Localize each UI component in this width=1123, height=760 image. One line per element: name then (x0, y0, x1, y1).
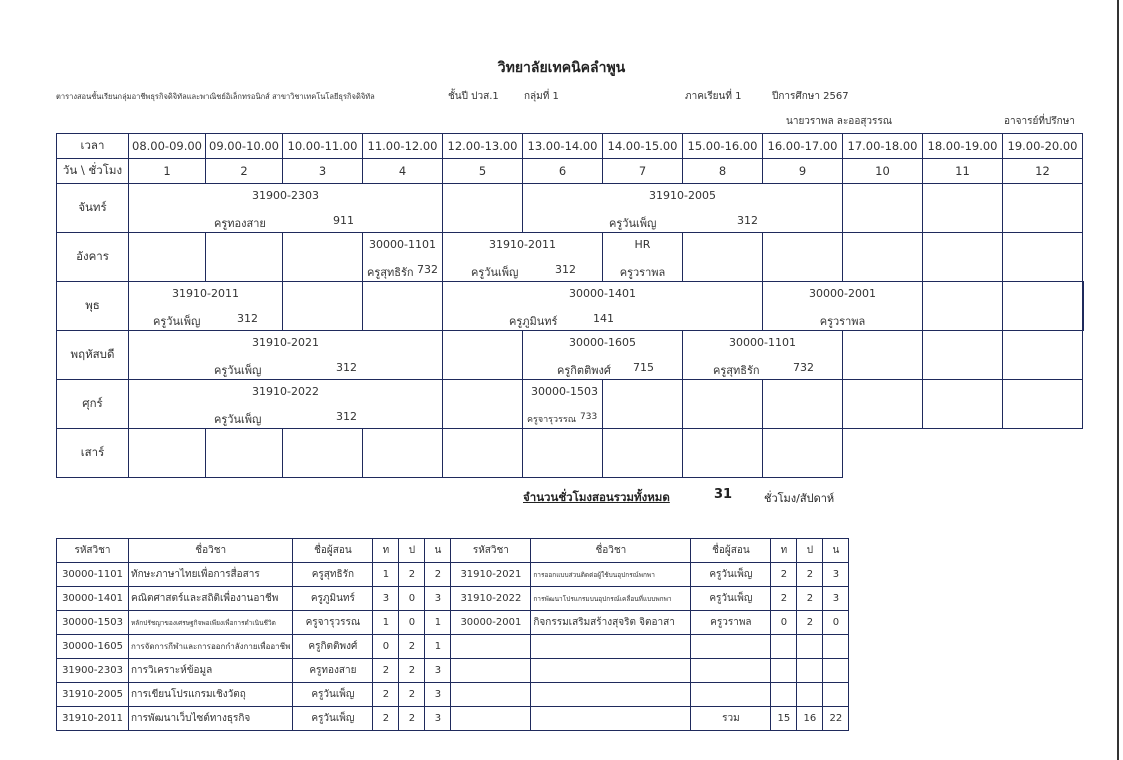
subject-code: 30000-1401 (57, 587, 129, 611)
subject-credit: 1 (425, 635, 451, 659)
class-block (443, 282, 763, 331)
subject-row (57, 683, 849, 707)
subject-teacher: ครูภูมินทร์ (293, 587, 373, 611)
subject-practice: 2 (797, 611, 823, 635)
day-row-monday (57, 184, 1084, 233)
empty-slot (1003, 233, 1083, 282)
subject-teacher: ครูวันเพ็ญ (293, 683, 373, 707)
empty-cell (797, 635, 823, 659)
class-level: ชั้นปี ปวส.1 (448, 91, 499, 102)
period-number: 11 (923, 159, 1003, 184)
course-code: 31900-2303 (252, 189, 319, 202)
subject-row (57, 563, 849, 587)
unused-area (843, 429, 923, 478)
subject-row (57, 587, 849, 611)
unused-area (923, 429, 1003, 478)
empty-slot (443, 429, 523, 478)
empty-slot (843, 380, 923, 429)
empty-slot (603, 380, 683, 429)
empty-slot (363, 429, 443, 478)
class-block (129, 331, 443, 380)
empty-slot (763, 233, 843, 282)
course-code: 31910-2005 (649, 189, 716, 202)
subject-name: การจัดการกีฬาและการออกกำลังกายเพื่ออาชีพ (129, 635, 293, 659)
total-hours-label: จำนวนชั่วโมงสอนรวมทั้งหมด (523, 490, 670, 504)
subject-teacher: ครูวันเพ็ญ (293, 707, 373, 731)
sum-practice: 16 (797, 707, 823, 731)
subject-code: 31900-2303 (57, 659, 129, 683)
empty-slot (129, 429, 206, 478)
subject-code: 30000-1605 (57, 635, 129, 659)
time-slot: 09.00-10.00 (206, 134, 283, 159)
day-name: พุธ (57, 282, 129, 331)
period-number: 9 (763, 159, 843, 184)
course-code: 31910-2022 (252, 385, 319, 398)
course-code: 31910-2011 (172, 287, 239, 300)
teacher-name: ครูกิตติพงศ์ (557, 364, 611, 377)
header-code: รหัสวิชา (57, 539, 129, 563)
subject-credit: 3 (823, 587, 849, 611)
subject-credit: 3 (425, 587, 451, 611)
period-number: 12 (1003, 159, 1083, 184)
subject-theory: 0 (771, 611, 797, 635)
class-block (129, 184, 443, 233)
class-block (763, 282, 923, 331)
subject-name: การเขียนโปรแกรมเชิงวัตถุ (129, 683, 293, 707)
class-block (603, 233, 683, 282)
room-number: 312 (737, 214, 758, 227)
subject-theory: 1 (373, 611, 399, 635)
time-slot: 11.00-12.00 (363, 134, 443, 159)
subject-practice: 0 (399, 611, 425, 635)
empty-cell (797, 659, 823, 683)
empty-slot (923, 184, 1003, 233)
time-slot: 16.00-17.00 (763, 134, 843, 159)
day-row-thursday (57, 331, 1084, 380)
subject-row (57, 707, 849, 731)
room-number: 312 (555, 263, 576, 276)
empty-slot (206, 429, 283, 478)
subject-name: การพัฒนาเว็บไซต์ทางธุรกิจ (129, 707, 293, 731)
empty-slot (1003, 380, 1083, 429)
header-theory: ท (771, 539, 797, 563)
period-number: 4 (363, 159, 443, 184)
teacher-name: ครูวันเพ็ญ (214, 413, 262, 426)
subject-practice: 2 (399, 635, 425, 659)
empty-slot (843, 331, 923, 380)
subject-code: 31910-2021 (451, 563, 531, 587)
teacher-name: ครูสุทธิรัก (713, 364, 760, 377)
empty-cell (823, 659, 849, 683)
period-number: 7 (603, 159, 683, 184)
subject-teacher: ครูสุทธิรัก (293, 563, 373, 587)
subject-theory: 2 (373, 707, 399, 731)
time-label: เวลา (57, 134, 129, 159)
subject-teacher: ครูวันเพ็ญ (691, 587, 771, 611)
period-number: 2 (206, 159, 283, 184)
room-number: 732 (793, 361, 814, 374)
header-credit: น (425, 539, 451, 563)
empty-cell (451, 659, 531, 683)
empty-cell (531, 707, 691, 731)
period-header-row (57, 159, 1084, 184)
course-code: HR (634, 238, 651, 251)
empty-cell (531, 635, 691, 659)
subject-code: 31910-2022 (451, 587, 531, 611)
empty-slot (283, 429, 363, 478)
semester: ภาคเรียนที่ 1 (685, 91, 742, 102)
period-number: 1 (129, 159, 206, 184)
sum-credit: 22 (823, 707, 849, 731)
subject-name: การออกแบบส่วนติดต่อผู้ใช้บนอุปกรณ์พกพา (531, 563, 691, 587)
empty-slot (923, 331, 1003, 380)
subject-practice: 2 (797, 587, 823, 611)
page-right-edge (1117, 0, 1119, 760)
academic-year: ปีการศึกษา 2567 (772, 91, 849, 102)
time-slot: 18.00-19.00 (923, 134, 1003, 159)
subject-theory: 3 (373, 587, 399, 611)
header-credit: น (823, 539, 849, 563)
empty-slot (443, 380, 523, 429)
program-description: ตารางสอนชั้นเรียนกลุ่มอาชีพธุรกิจดิจิทัลและพาณิชย์อิเล็กทรอนิกส์ สาขาวิชาเทคโนโลยีธุรกิจดิจิทัล (56, 92, 375, 101)
header-name: ชื่อวิชา (129, 539, 293, 563)
teacher-name: ครูวราพล (619, 266, 666, 279)
page-title: วิทยาลัยเทคนิคลำพูน (497, 60, 626, 76)
room-number: 715 (633, 361, 654, 374)
empty-slot (1003, 184, 1083, 233)
period-number: 10 (843, 159, 923, 184)
teacher-name: ครูวันเพ็ญ (609, 217, 657, 230)
subject-code: 31910-2011 (57, 707, 129, 731)
subject-teacher: ครูทองสาย (293, 659, 373, 683)
room-number: 312 (336, 361, 357, 374)
period-number: 8 (683, 159, 763, 184)
course-code: 30000-1401 (569, 287, 636, 300)
period-number: 6 (523, 159, 603, 184)
empty-slot (683, 233, 763, 282)
subject-code: 30000-1101 (57, 563, 129, 587)
empty-slot (843, 184, 923, 233)
course-code: 30000-1101 (729, 336, 796, 349)
room-number: 911 (333, 214, 354, 227)
course-code: 30000-2001 (809, 287, 876, 300)
group-number: กลุ่มที่ 1 (524, 91, 559, 102)
subject-credit: 3 (425, 683, 451, 707)
empty-slot (1003, 331, 1083, 380)
subject-theory: 2 (771, 587, 797, 611)
timetable (56, 133, 1084, 478)
subject-credit: 1 (425, 611, 451, 635)
header-practice: ป (399, 539, 425, 563)
day-name: พฤหัสบดี (57, 331, 129, 380)
day-row-saturday (57, 429, 1084, 478)
time-slot: 13.00-14.00 (523, 134, 603, 159)
subject-header-row (57, 539, 849, 563)
empty-slot (763, 429, 843, 478)
empty-slot (206, 233, 283, 282)
empty-slot (283, 282, 363, 331)
teacher-name: ครูจารุวรรณ (527, 415, 577, 425)
subject-name: คณิตศาสตร์และสถิติเพื่องานอาชีพ (129, 587, 293, 611)
subject-row (57, 635, 849, 659)
subject-credit: 0 (823, 611, 849, 635)
room-number: 312 (336, 410, 357, 423)
subject-practice: 2 (399, 707, 425, 731)
empty-slot (1083, 282, 1084, 331)
subject-credit: 2 (425, 563, 451, 587)
empty-cell (531, 683, 691, 707)
time-header-row (57, 134, 1084, 159)
empty-slot (523, 429, 603, 478)
teacher-name: ครูวันเพ็ญ (214, 364, 262, 377)
empty-cell (691, 659, 771, 683)
time-slot: 17.00-18.00 (843, 134, 923, 159)
empty-cell (451, 683, 531, 707)
empty-cell (823, 635, 849, 659)
subject-list-table (56, 538, 849, 731)
class-block (683, 331, 843, 380)
empty-slot (923, 282, 1003, 331)
day-name: จันทร์ (57, 184, 129, 233)
room-number: 312 (237, 312, 258, 325)
subject-row (57, 611, 849, 635)
empty-cell (451, 635, 531, 659)
subject-practice: 2 (399, 659, 425, 683)
empty-cell (771, 635, 797, 659)
subject-code: 30000-2001 (451, 611, 531, 635)
time-slot: 15.00-16.00 (683, 134, 763, 159)
class-block (523, 380, 603, 429)
sum-label: รวม (691, 707, 771, 731)
period-number: 5 (443, 159, 523, 184)
subject-practice: 2 (399, 563, 425, 587)
course-code: 30000-1605 (569, 336, 636, 349)
subject-name: ทักษะภาษาไทยเพื่อการสื่อสาร (129, 563, 293, 587)
subject-practice: 2 (797, 563, 823, 587)
empty-slot (683, 380, 763, 429)
sum-theory: 15 (771, 707, 797, 731)
empty-cell (823, 683, 849, 707)
teacher-name: ครูภูมินทร์ (509, 315, 558, 328)
empty-slot (923, 380, 1003, 429)
subject-theory: 0 (373, 635, 399, 659)
empty-slot (283, 233, 363, 282)
subject-credit: 3 (425, 707, 451, 731)
class-block (363, 233, 443, 282)
unused-area (1003, 429, 1083, 478)
empty-slot (923, 233, 1003, 282)
subject-teacher: ครูกิตติพงศ์ (293, 635, 373, 659)
empty-cell (691, 683, 771, 707)
header-practice: ป (797, 539, 823, 563)
empty-slot (129, 233, 206, 282)
day-name: อังคาร (57, 233, 129, 282)
room-number: 732 (417, 263, 438, 276)
empty-slot (1003, 282, 1083, 331)
time-slot: 12.00-13.00 (443, 134, 523, 159)
empty-cell (797, 683, 823, 707)
empty-slot (843, 233, 923, 282)
teacher-name: ครูสุทธิรัก (367, 266, 414, 279)
empty-cell (771, 683, 797, 707)
subject-credit: 3 (823, 563, 849, 587)
subject-name: การพัฒนาโปรแกรมบนอุปกรณ์เคลื่อนที่แบบพกพา (531, 587, 691, 611)
class-block (523, 331, 683, 380)
subject-name: หลักปรัชญาของเศรษฐกิจพอเพียงเพื่อการดำเนินชีวิต (129, 611, 293, 635)
empty-cell (451, 707, 531, 731)
teacher-name: ครูวันเพ็ญ (471, 266, 519, 279)
subject-teacher: ครูจารุวรรณ (293, 611, 373, 635)
day-name: ศุกร์ (57, 380, 129, 429)
subject-theory: 1 (373, 563, 399, 587)
teacher-name: ครูวันเพ็ญ (153, 315, 201, 328)
time-slot: 19.00-20.00 (1003, 134, 1083, 159)
course-code: 30000-1101 (369, 238, 436, 251)
total-hours-value: 31 (714, 487, 733, 502)
empty-cell (771, 659, 797, 683)
subject-row (57, 659, 849, 683)
header-name: ชื่อวิชา (531, 539, 691, 563)
day-row-wednesday (57, 282, 1084, 331)
advisor-role: อาจารย์ที่ปรึกษา (1004, 116, 1075, 127)
subject-teacher: ครูวันเพ็ญ (691, 563, 771, 587)
class-block (443, 233, 603, 282)
period-number: 3 (283, 159, 363, 184)
subject-theory: 2 (771, 563, 797, 587)
advisor-name: นายวราพล ละออสุวรรณ (786, 116, 893, 127)
subject-credit: 3 (425, 659, 451, 683)
empty-cell (691, 635, 771, 659)
empty-slot (363, 282, 443, 331)
time-slot: 14.00-15.00 (603, 134, 683, 159)
course-code: 31910-2011 (489, 238, 556, 251)
time-slot: 08.00-09.00 (129, 134, 206, 159)
course-code: 31910-2021 (252, 336, 319, 349)
subject-teacher: ครูวราพล (691, 611, 771, 635)
empty-slot (763, 380, 843, 429)
subject-code: 31910-2005 (57, 683, 129, 707)
header-teacher: ชื่อผู้สอน (691, 539, 771, 563)
subject-theory: 2 (373, 659, 399, 683)
subject-code: 30000-1503 (57, 611, 129, 635)
empty-slot (443, 184, 523, 233)
room-number: 733 (580, 412, 598, 422)
subject-practice: 2 (399, 683, 425, 707)
course-code: 30000-1503 (531, 385, 598, 398)
empty-cell (531, 659, 691, 683)
subject-theory: 2 (373, 683, 399, 707)
empty-slot (443, 331, 523, 380)
empty-slot (603, 429, 683, 478)
subject-name: กิจกรรมเสริมสร้างสุจริต จิตอาสา (531, 611, 691, 635)
class-block (523, 184, 843, 233)
class-block (129, 380, 443, 429)
teacher-name: ครูวราพล (819, 315, 866, 328)
day-name: เสาร์ (57, 429, 129, 478)
header-code: รหัสวิชา (451, 539, 531, 563)
time-slot: 10.00-11.00 (283, 134, 363, 159)
day-row-friday (57, 380, 1084, 429)
class-block (129, 282, 283, 331)
total-hours-unit: ชั่วโมง/สัปดาห์ (764, 492, 835, 505)
period-label: วัน \ ชั่วโมง (57, 159, 129, 184)
subject-practice: 0 (399, 587, 425, 611)
room-number: 141 (593, 312, 614, 325)
header-theory: ท (373, 539, 399, 563)
empty-slot (683, 429, 763, 478)
subject-name: การวิเคราะห์ข้อมูล (129, 659, 293, 683)
header-teacher: ชื่อผู้สอน (293, 539, 373, 563)
teacher-name: ครูทองสาย (214, 217, 266, 230)
day-row-tuesday (57, 233, 1084, 282)
